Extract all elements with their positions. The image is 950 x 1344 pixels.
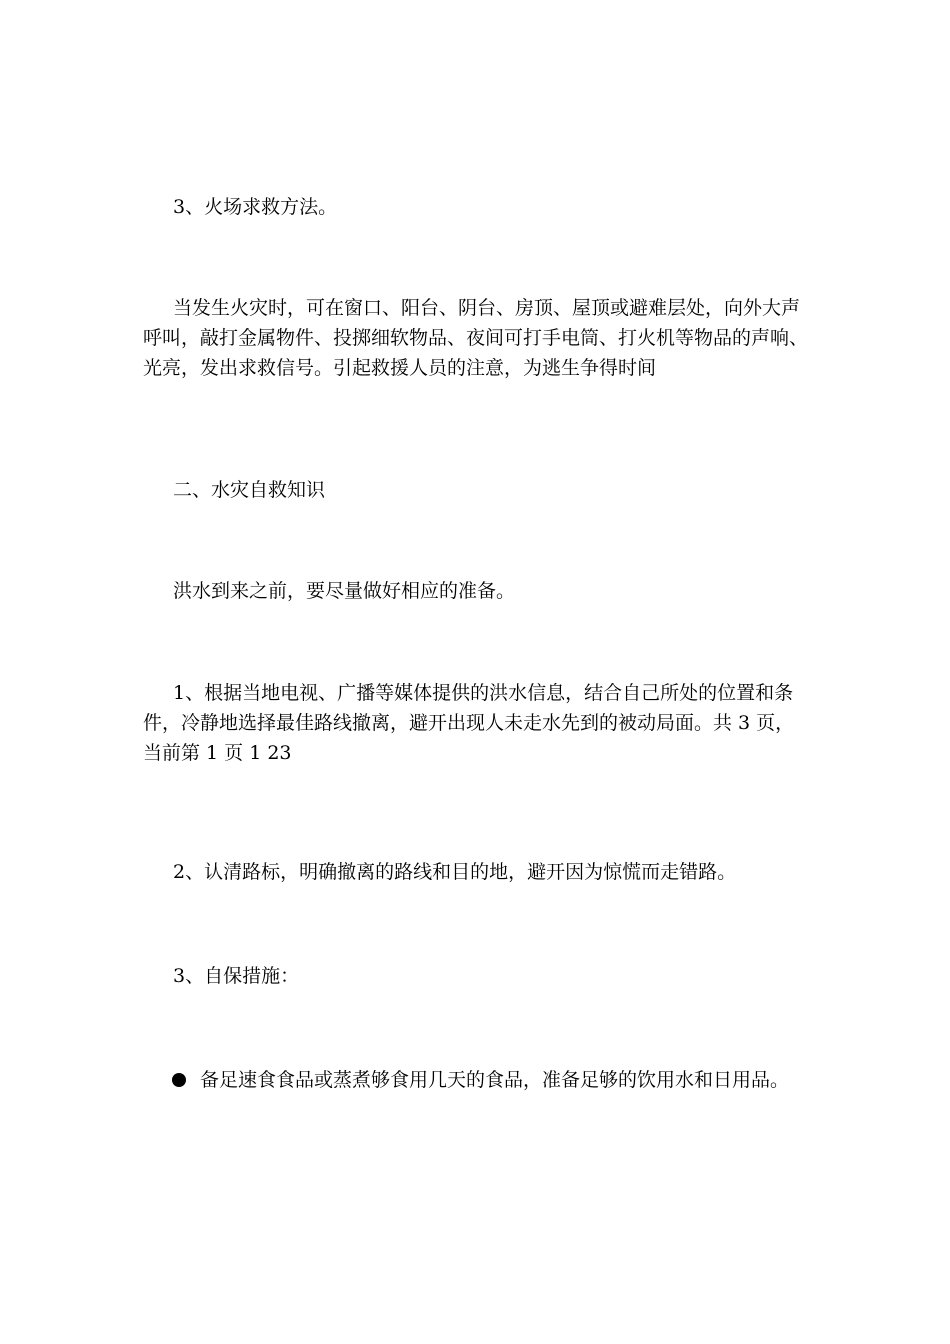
text-line: 3、自保措施： — [173, 965, 300, 987]
text-line: 光亮，发出求救信号。引起救援人员的注意，为逃生争得时间 — [143, 357, 657, 379]
text-line: 洪水到来之前，要尽量做好相应的准备。 — [173, 580, 516, 602]
text-line: 二、水灾自救知识 — [173, 479, 326, 501]
paragraph-flood-intro — [143, 576, 808, 606]
bullet-item — [172, 1065, 812, 1095]
paragraph-flood-step-3 — [143, 961, 808, 991]
section-heading-flood — [143, 475, 808, 505]
paragraph-flood-step-1 — [143, 678, 808, 768]
paragraph-fire-rescue-heading — [143, 192, 808, 222]
text-line: 1、根据当地电视、广播等媒体提供的洪水信息，结合自己所处的位置和条 — [173, 682, 794, 704]
bullet-text: 备足速食食品或蒸煮够食用几天的食品，准备足够的饮用水和日用品。 — [200, 1069, 790, 1091]
text-line: 3、火场求救方法。 — [173, 196, 338, 218]
page-indicator-line: 当前第 1 页 1 23 — [143, 742, 292, 764]
text-line: 件，冷静地选择最佳路线撤离，避开出现人未走水先到的被动局面。共 3 页， — [143, 712, 795, 734]
text-line: 呼叫，敲打金属物件、投掷细软物品、夜间可打手电筒、打火机等物品的声响、 — [143, 327, 809, 349]
bullet-dot-icon — [172, 1073, 186, 1087]
text-line: 2、认清路标，明确撤离的路线和目的地，避开因为惊慌而走错路。 — [173, 861, 737, 883]
paragraph-fire-rescue-body — [143, 293, 808, 383]
paragraph-flood-step-2 — [143, 857, 808, 887]
text-line: 当发生火灾时，可在窗口、阳台、阴台、房顶、屋顶或避难层处，向外大声 — [173, 297, 801, 319]
